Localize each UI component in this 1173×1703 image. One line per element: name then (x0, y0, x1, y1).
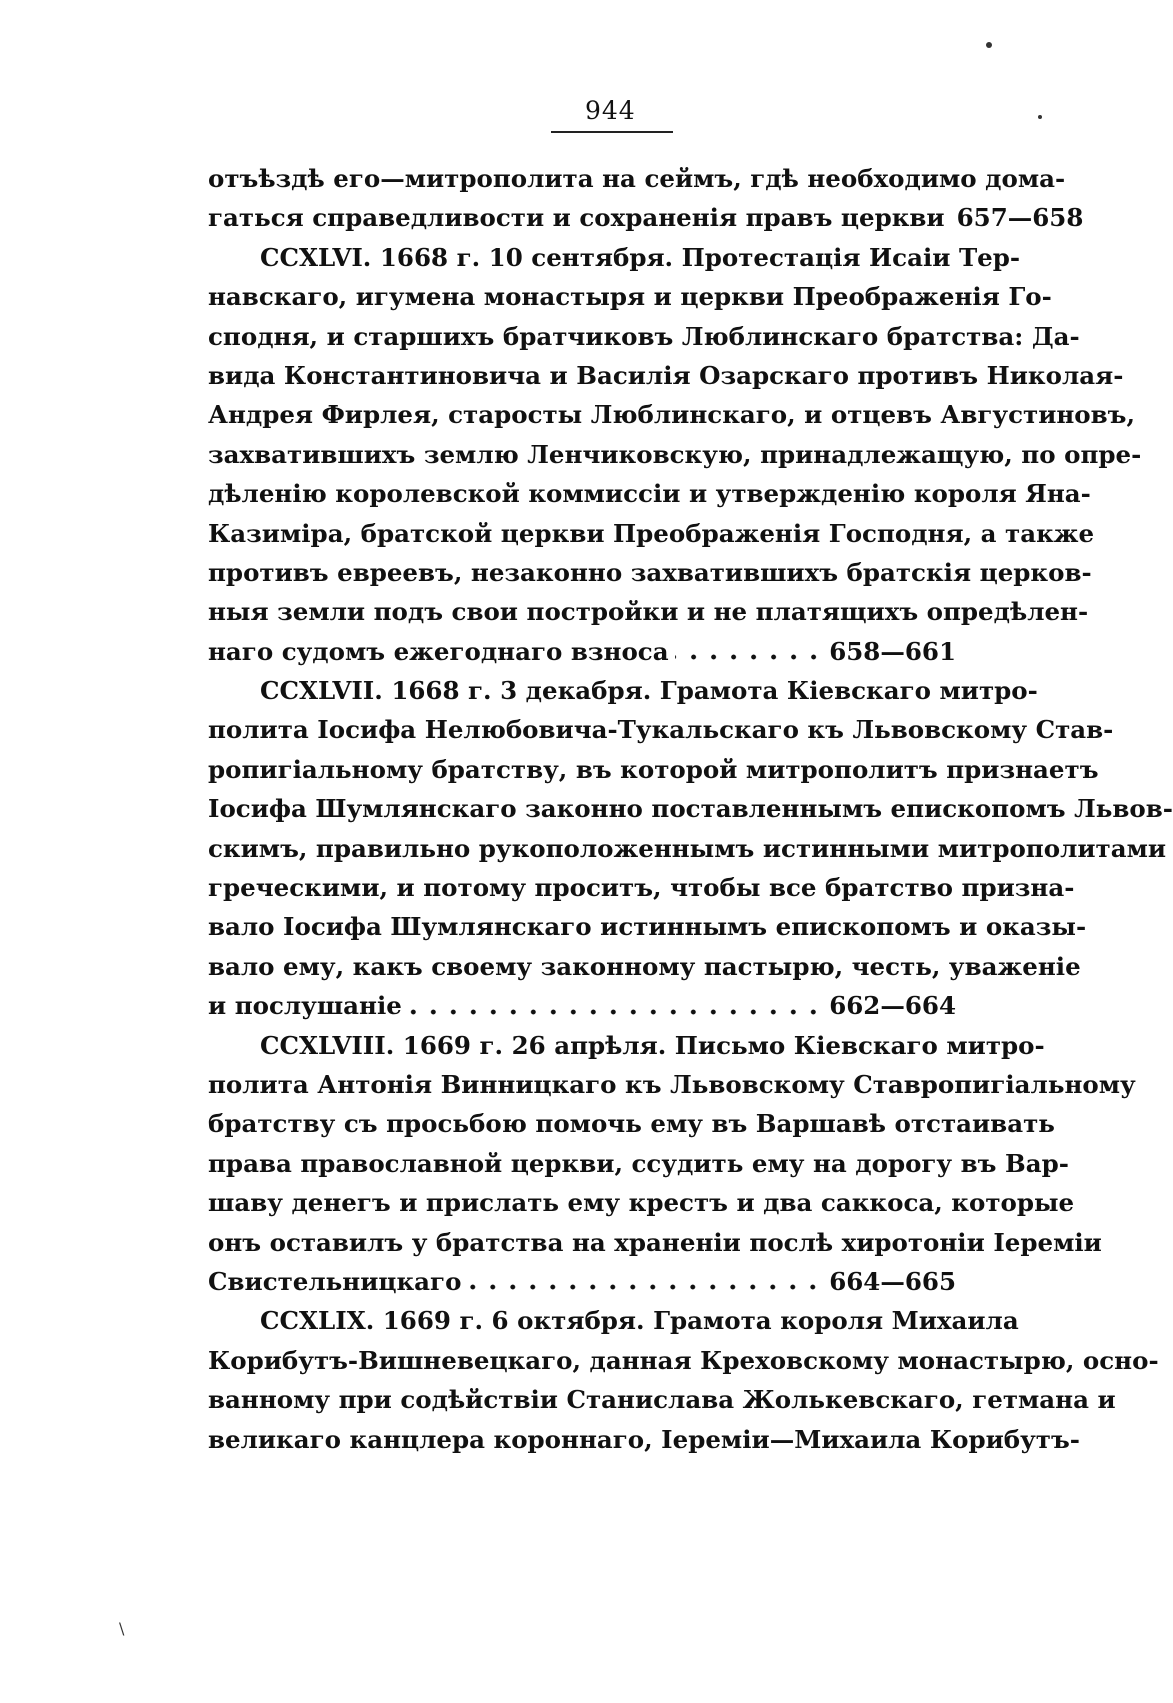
entry-line-with-pages (208, 632, 956, 671)
text-line: Іосифа Шумлянскаго законно поставленнымъ епископомъ Львов- (208, 794, 1173, 824)
text-line: полита Іосифа Нелюбовича-Тукальскаго къ Львовскому Став- (208, 715, 1114, 745)
document-text (208, 159, 1173, 1459)
text-line: онъ оставилъ у братства на храненіи послѣ хиротоніи Іереміи (208, 1227, 1102, 1257)
text-line: скимъ, правильно рукоположеннымъ истинными митрополитами (208, 833, 1167, 863)
text-line: сподня, и старшихъ братчиковъ Люблинскаго братства: Да- (208, 321, 1080, 351)
page-range: 658—661 (829, 636, 956, 666)
text-line: братству съ просьбою помочь ему въ Варшавѣ отстаивать (208, 1109, 1055, 1139)
entry-tail-text: Свистельницкаго (208, 1266, 462, 1296)
page-number: 944 (585, 96, 636, 125)
entry-heading-line: CCXLIX. 1669 г. 6 октября. Грамота короля Михаила (260, 1306, 1019, 1336)
entry-line-with-pages (208, 1262, 956, 1301)
text-line: захватившихъ землю Ленчиковскую, принадлежащую, по опре- (208, 439, 1142, 469)
text-line: противъ евреевъ, незаконно захватившихъ братскія церков- (208, 557, 1092, 587)
scan-speck-top (986, 42, 992, 48)
dot-leader (408, 986, 823, 1025)
entry-heading-line: CCXLVIII. 1669 г. 26 апрѣля. Письмо Кіевскаго митро- (260, 1030, 1045, 1060)
text-line: греческими, и потому проситъ, чтобы все братство призна- (208, 873, 1075, 903)
scan-mark-bottom-left: \ (119, 1619, 125, 1638)
entry-tail-text: и послушаніе (208, 991, 402, 1021)
entry-heading-line: CCXLVI. 1668 г. 10 сентября. Протестація Исаіи Тер- (260, 242, 1021, 272)
text-line: ванному при содѣйствіи Станислава Жолькевскаго, гетмана и (208, 1385, 1116, 1415)
page-range: 664—665 (829, 1266, 956, 1296)
text-line: права православной церкви, ссудить ему на дорогу въ Вар- (208, 1148, 1069, 1178)
text-line: полита Антонія Винницкаго къ Львовскому Ставропигіальному (208, 1069, 1136, 1099)
dot-leader (675, 632, 824, 671)
dot-leader (467, 1262, 823, 1301)
text-line: великаго канцлера короннаго, Іереміи—Михаила Корибутъ- (208, 1424, 1080, 1454)
entry-tail-text: наго судомъ ежегоднаго взноса (208, 636, 669, 666)
page-number-rule (551, 131, 673, 133)
text-line: Корибутъ-Вишневецкаго, данная Креховскому монастырю, осно- (208, 1345, 1159, 1375)
text-line: Андрея Фирлея, старосты Люблинскаго, и отцевъ Августиновъ, (208, 400, 1135, 430)
text-line: навскаго, игумена монастыря и церкви Преображенія Го- (208, 282, 1052, 312)
entry-line-with-pages (208, 198, 1084, 237)
text-line: ныя земли подъ свои постройки и не платящихъ опредѣлен- (208, 597, 1089, 627)
text-line: ропигіальному братству, въ которой митрополитъ признаетъ (208, 754, 1099, 784)
text-line: вида Константиновича и Василія Озарскаго противъ Николая- (208, 360, 1124, 390)
scan-speck-right (1038, 115, 1042, 119)
text-line: вало ему, какъ своему законному пастырю, честь, уваженіе (208, 951, 1081, 981)
entry-heading-line: CCXLVII. 1668 г. 3 декабря. Грамота Кіевскаго митро- (260, 676, 1038, 706)
text-line: отъѣздѣ его—митрополита на сеймъ, гдѣ необходимо дома- (208, 164, 1066, 193)
page-range: 662—664 (829, 991, 956, 1021)
entry-tail-text: гаться справедливости и сохраненія правъ церкви (208, 203, 945, 233)
text-line: Казиміра, братской церкви Преображенія Господня, а также (208, 518, 1095, 548)
entry-line-with-pages (208, 986, 956, 1025)
page-range: 657—658 (956, 203, 1084, 233)
text-line: дѣленію королевской коммиссіи и утвержденію короля Яна- (208, 479, 1091, 509)
text-line: вало Іосифа Шумлянскаго истиннымъ епископомъ и оказы- (208, 912, 1087, 942)
text-line: шаву денегъ и прислать ему крестъ и два саккоса, которые (208, 1188, 1075, 1218)
